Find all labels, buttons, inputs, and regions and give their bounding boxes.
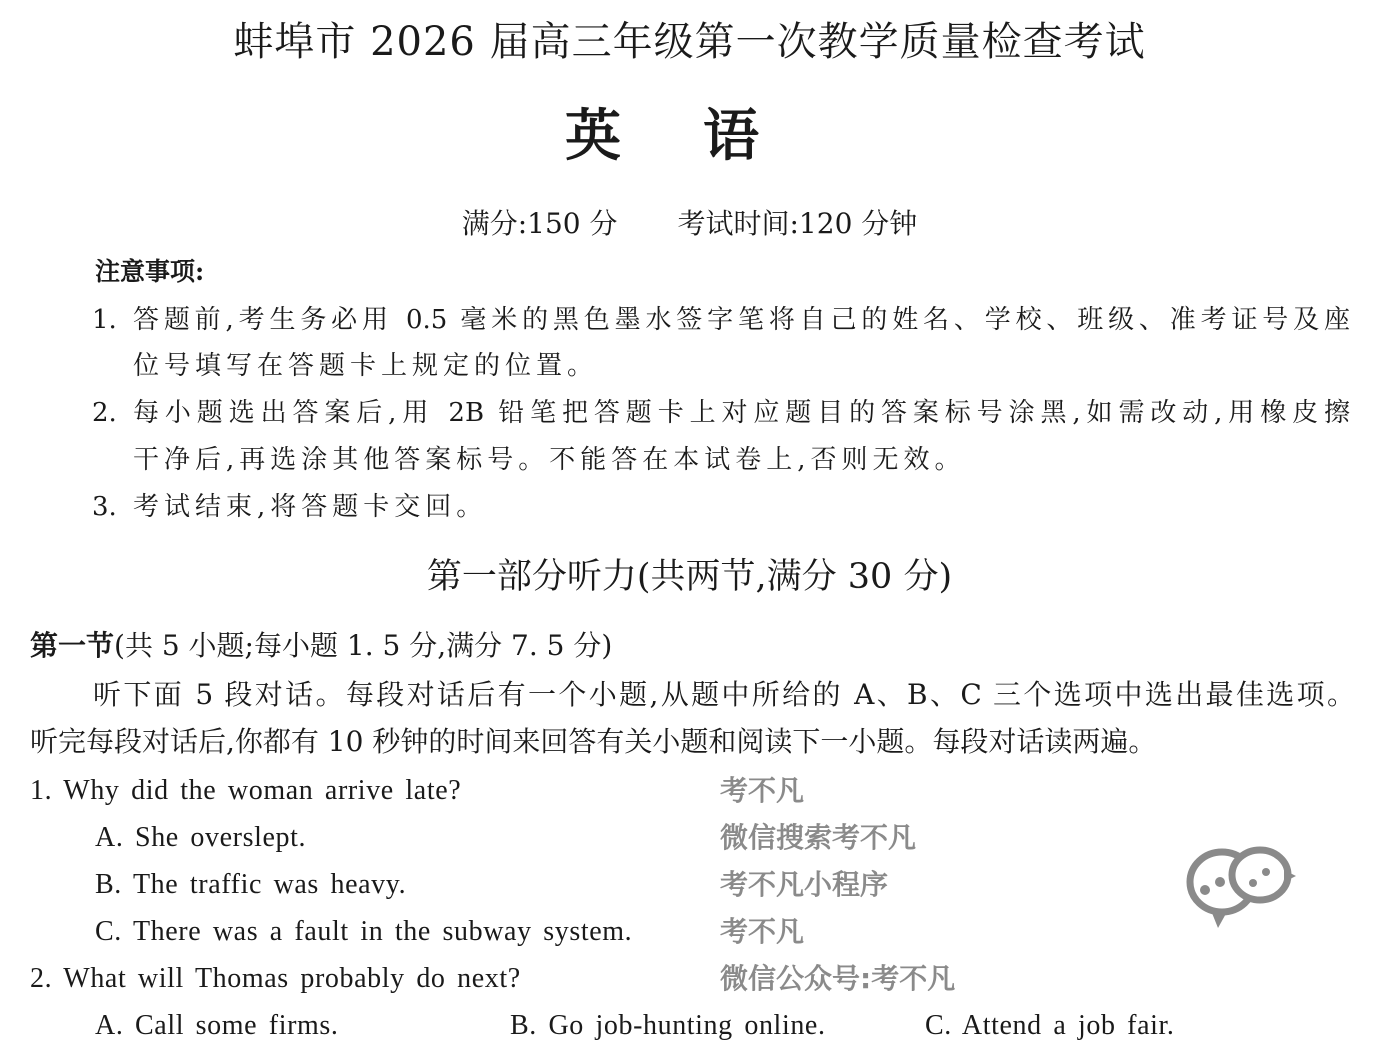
instructions-line-2: 听完每段对话后,你都有 10 秒钟的时间来回答有关小题和阅读下一小题。每段对话读两遍。 [30, 725, 1157, 758]
notice-num-1: 1. [92, 305, 117, 335]
question-1-option-a: A. She overslept. [95, 822, 307, 853]
question-2-option-a: A. Call some firms. [95, 1010, 339, 1041]
notice-num-3: 3. [92, 492, 117, 522]
notice-item-2-line-2: 干净后,再选涂其他答案标号。不能答在本试卷上,否则无效。 [133, 445, 966, 475]
part-heading [30, 629, 613, 662]
question-2-option-b: B. Go job-hunting online. [510, 1010, 826, 1041]
part-label: 第一节 [30, 629, 115, 662]
question-2-option-c: C. Attend a job fair. [925, 1010, 1175, 1041]
instructions-line-1: 听下面 5 段对话。每段对话后有一个小题,从题中所给的 A、B、C 三个选项中选出最佳选项。 [93, 678, 1355, 711]
notice-heading: 注意事项: [95, 257, 205, 286]
exam-time: 考试时间:120 分钟 [677, 207, 918, 240]
notice-num-2: 2. [92, 398, 117, 428]
wechat-logo-icon [1180, 830, 1300, 930]
notice-item-1-line-1: 答题前,考生务必用 0.5 毫米的黑色墨水签字笔将自己的姓名、学校、班级、准考证号及座 [133, 305, 1350, 335]
watermark-2: 微信搜索考不凡 [720, 821, 917, 854]
watermark-5: 微信公众号:考不凡 [720, 962, 956, 995]
question-2-stem: 2. What will Thomas probably do next? [30, 963, 521, 994]
notice-item-1-line-2: 位号填写在答题卡上规定的位置。 [133, 351, 599, 381]
question-1-option-b: B. The traffic was heavy. [95, 869, 407, 900]
question-1-stem: 1. Why did the woman arrive late? [30, 775, 462, 806]
score-info [0, 207, 1379, 240]
part-info: (共 5 小题;每小题 1. 5 分,满分 7. 5 分) [114, 629, 613, 662]
watermark-4: 考不凡 [720, 915, 805, 948]
watermark-3: 考不凡小程序 [720, 868, 889, 901]
exam-title: 蚌埠市 2026 届高三年级第一次教学质量检查考试 [233, 19, 1146, 65]
subject-title: 英语 [565, 103, 841, 169]
question-1-option-c: C. There was a fault in the subway system. [95, 916, 633, 947]
full-score: 满分:150 分 [461, 207, 618, 240]
watermark-1: 考不凡 [720, 774, 805, 807]
section-title: 第一部分听力(共两节,满分 30 分) [426, 557, 953, 597]
notice-item-3-line-1: 考试结束,将答题卡交回。 [133, 492, 488, 522]
notice-item-2-line-1: 每小题选出答案后,用 2B 铅笔把答题卡上对应题目的答案标号涂黑,如需改动,用橡皮擦 [133, 398, 1350, 428]
